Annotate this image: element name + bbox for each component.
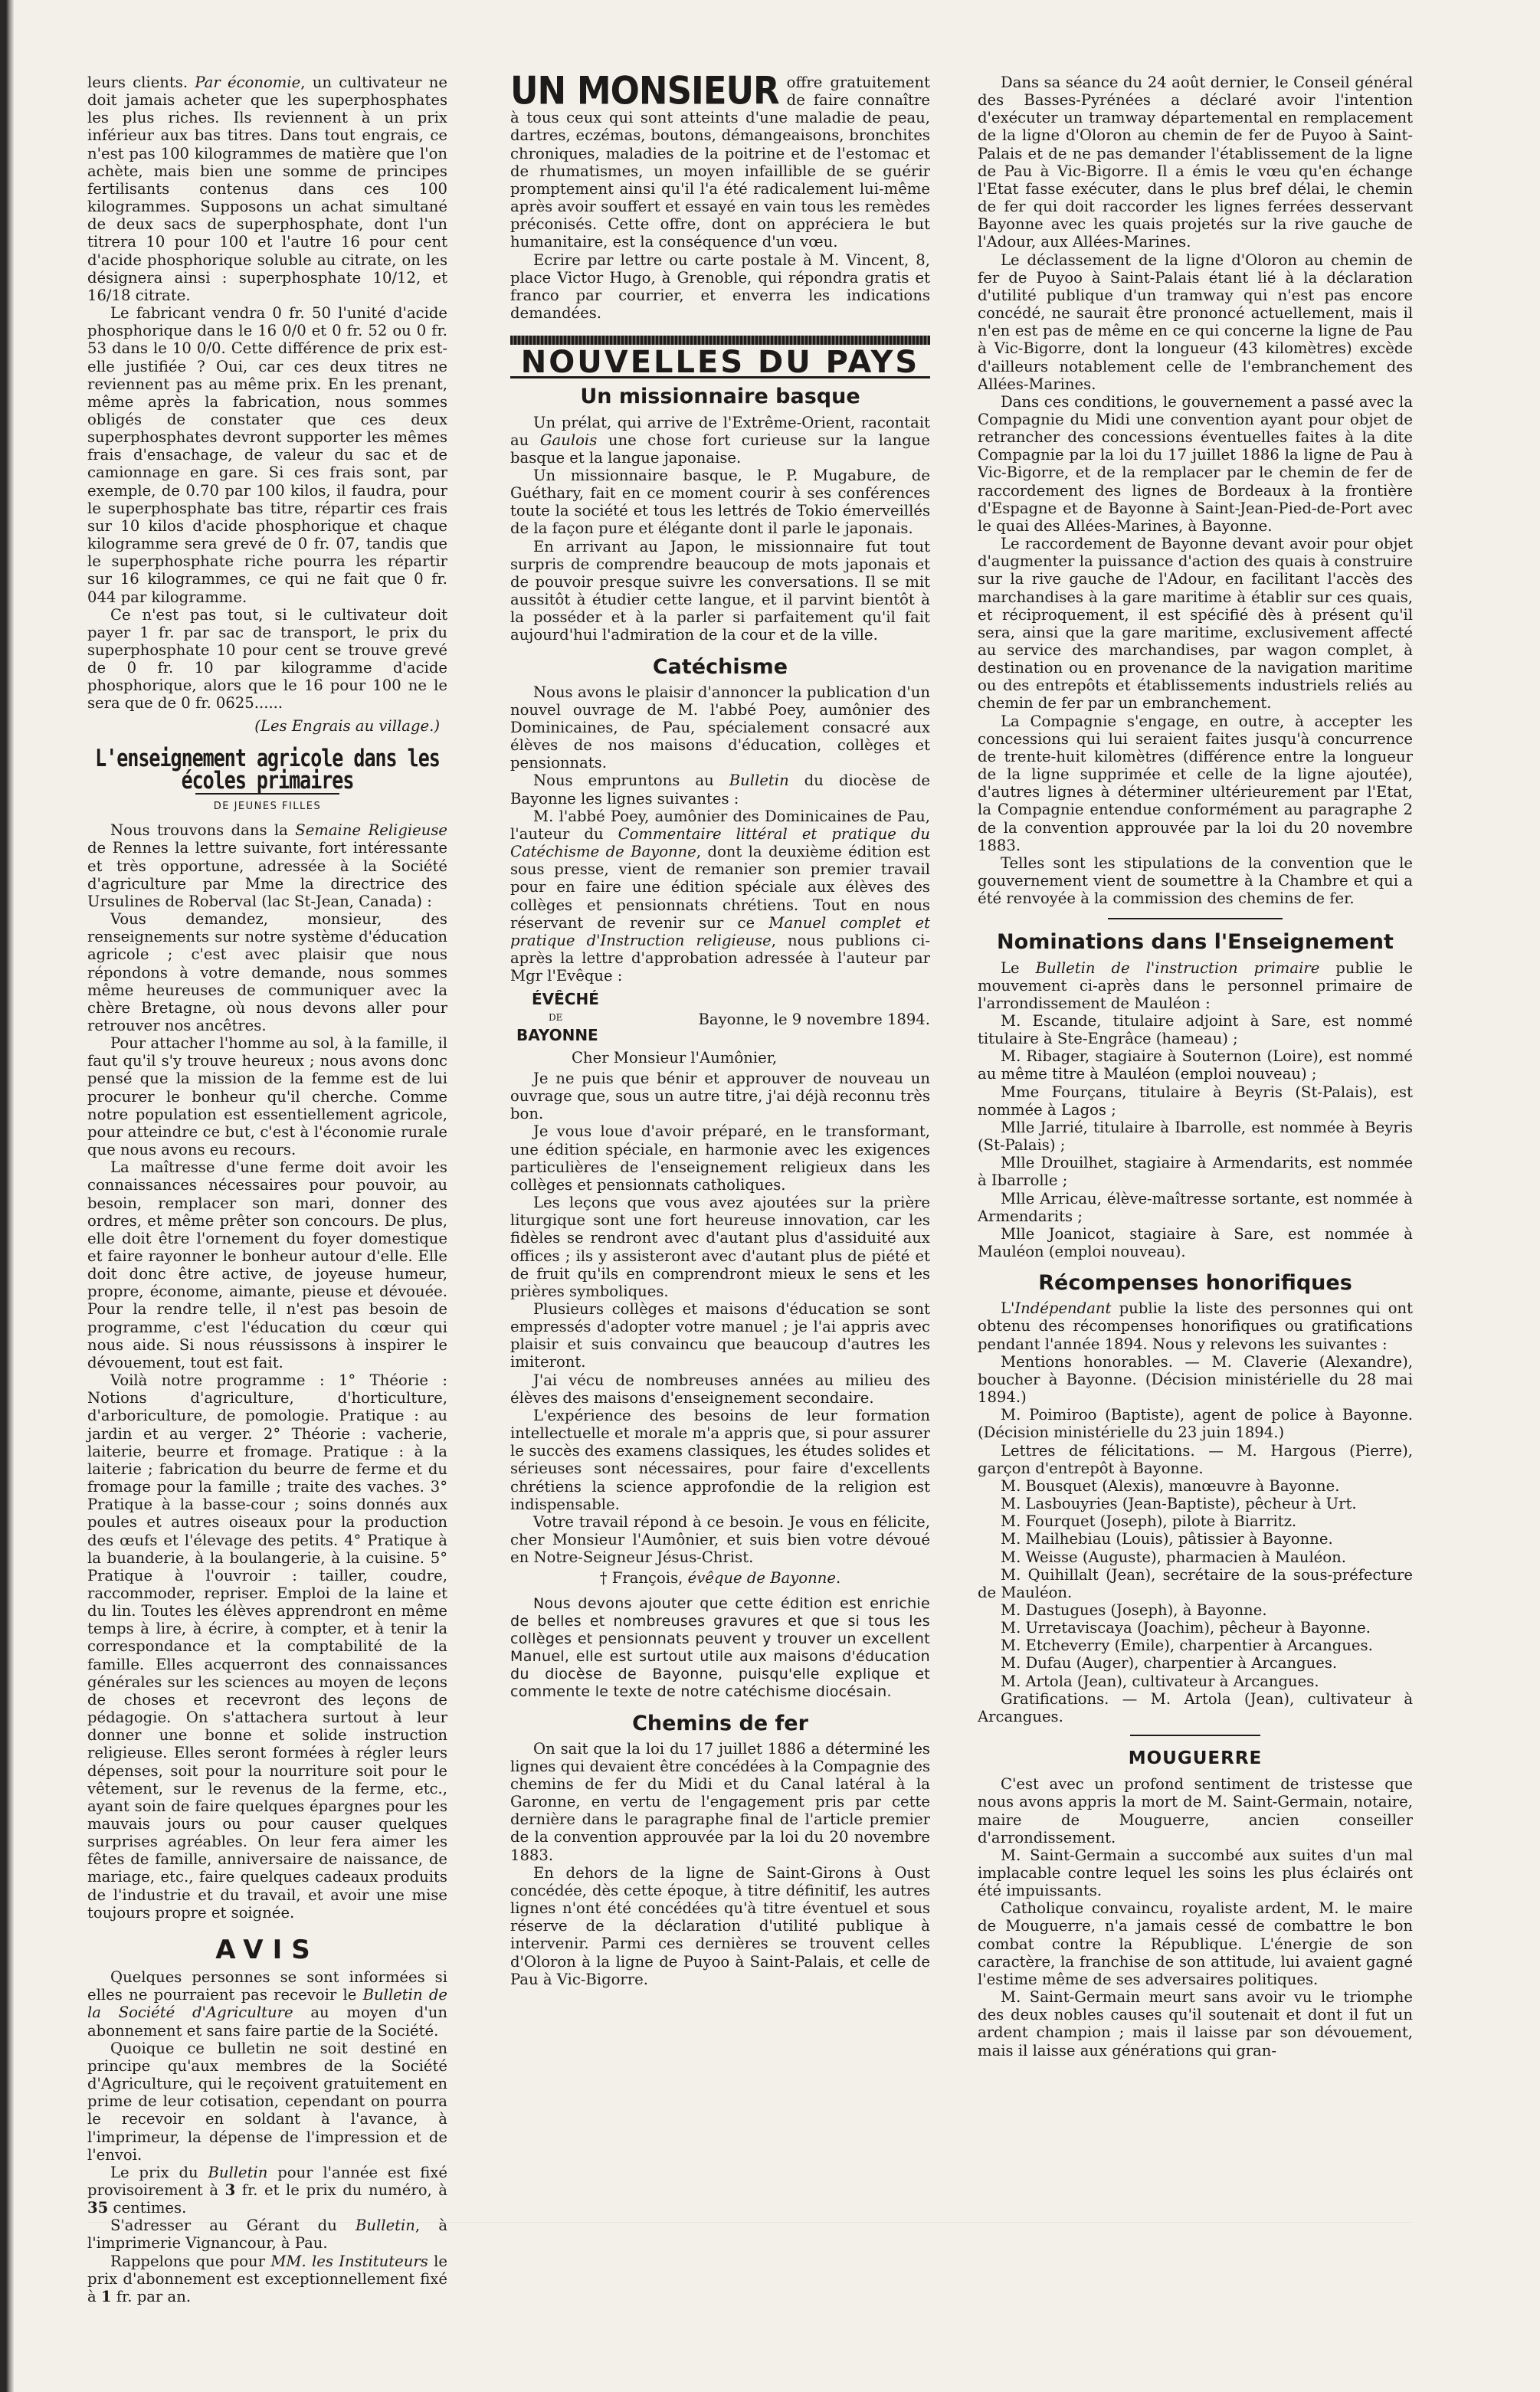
notice-paragraph: Rappelons que pour MM. les Instituteurs le prix d'abonnement est exceptionnellement fixé à 1 fr. par an.	[87, 2252, 447, 2305]
headline-avis: AVIS	[215, 1934, 319, 1965]
list-item: M. Quihillalt (Jean), secrétaire de la sous-préfecture de Mauléon.	[978, 1565, 1413, 1601]
list-item: Mentions honorables. — M. Claverie (Alexandre), boucher à Bayonne. (Décision ministérielle du 28 mai 1894.)	[978, 1352, 1413, 1407]
article-paragraph: Catholique convaincu, royaliste ardent, M. le maire de Mouguerre, n'a jamais cessé de combattre le bon combat contre la République. L'énergie de son caractère, la franchise de son attitude, lui avaient gagné l'estime même de ses adversaires politiques.	[978, 1899, 1413, 1988]
article-paragraph: leurs clients. Par économie, un cultivateur ne doit jamais acheter que les superphosphates les plus riches. Ils reviennent à un prix inférieur aux bas titres. Dans tout engrais, ce n'est pas 100 kilogrammes de matière que l'on achète, mais bien une somme de principes fertilisants contenus dans ces 100 kilogrammes. Supposons un achat simultané de deux sacs de superphosphate, dont l'un titrera 10 pour 100 et l'autre 16 pour cent d'acide phosphorique soluble au citrate, on les désignera ainsi : superphosphate 10/12, et 16/18 citrate.	[87, 74, 447, 304]
article-paragraph: Le Bulletin de l'instruction primaire publie le mouvement ci-après dans le personnel primaire de l'arrondissement de Mauléon :	[978, 958, 1413, 1012]
list-item: Mlle Joanicot, stagiaire à Sare, est nommée à Mauléon (emploi nouveau).	[978, 1224, 1413, 1260]
article-paragraph: Dans sa séance du 24 août dernier, le Conseil général des Basses-Pyrénées a déclaré avoir l'intention d'exécuter un tramway départemental en remplacement de la ligne d'Oloron au chemin de fer de Puyoo à Saint-Palais et de ne pas demander l'établissement de la ligne de Pau à Vic-Bigorre. Il a émis le vœu qu'en échange l'Etat fasse exécuter, dans le plus bref délai, le chemin de fer qui doit raccorder les lignes ferrées desservant Bayonne avec les quais projetés sur la rive gauche de l'Adour, aux Allées-Marines.	[978, 74, 1413, 251]
article-source: (Les Engrais au village.)	[254, 716, 440, 735]
list-item: M. Lasbouyries (Jean-Baptiste), pêcheur à Urt.	[1001, 1495, 1357, 1513]
article-paragraph: Pour attacher l'homme au sol, à la famille, il faut qu'il s'y trouve heureux ; nous avons donc pensé que la mission de la femme est de lui procurer le bonheur qu'il cherche. Comme notre population est essentiellement agricole, pour atteindre ce but, c'est à l'économie rurale que nous avons eu recours.	[87, 1034, 447, 1159]
advert-un-monsieur	[510, 68, 930, 323]
headline-agricultural-teaching: L'enseignement agricole dans les écoles primaires	[95, 744, 440, 795]
article-paragraph: M. Saint-Germain a succombé aux suites d'un mal implacable contre lequel les soins les plus éclairés ont été impuissants.	[978, 1846, 1413, 1900]
headline-missionnaire: Un missionnaire basque	[580, 385, 860, 409]
letter-header	[510, 991, 930, 1044]
article-paragraph: Dans ces conditions, le gouvernement a passé avec la Compagnie du Midi une convention ayant pour objet de retrancher des concessions éventuelles faites à la dite Compagnie par la loi du 17 juillet 1886 la ligne de Pau à Vic-Bigorre, et de la remplacer par le chemin de fer de raccordement des lignes de Bordeaux à la frontière d'Espagne et de Bayonne à Saint-Jean-Pied-de-Port avec le quai des Allées-Marines, à Bayonne.	[978, 392, 1413, 535]
article-paragraph: La Compagnie s'engage, en outre, à accepter les concessions qui lui seraient faites jusqu'à concurrence de trente-huit kilomètres (différence entre la longueur de la ligne supprimée et celle de la ligne ajoutée), d'autres lignes à déterminer ultérieurement par l'Etat, la Compagnie entendue conformément au paragraphe 2 de la convention approuvée par la loi du 20 novembre 1883.	[978, 712, 1413, 854]
letter-date: Bayonne, le 9 novembre 1894.	[698, 1011, 930, 1029]
list-item: M. Weisse (Auguste), pharmacien à Mauléon.	[1001, 1548, 1346, 1566]
column-left	[87, 74, 448, 2305]
article-paragraph: Ce n'est pas tout, si le cultivateur doit payer 1 fr. par sac de transport, le prix du superphosphate 10 pour cent se trouve grevé de 0 fr. 10 par kilogramme d'acide phosphorique, alors que le 16 pour 100 ne le sera que de 0 fr. 0625......	[87, 605, 447, 713]
article-paragraph: Nous empruntons au Bulletin du diocèse de Bayonne les lignes suivantes :	[510, 772, 930, 808]
ornamental-bar	[510, 336, 930, 345]
letter-paragraph: Les leçons que vous avez ajoutées sur la prière liturgique sont une fort heureuse innovation, car les fidèles se rendront avec d'autant plus d'assiduité aux offices ; ils y assisteront avec d'autant plus de piété et de fruit qu'ils en comprendront mieux le sens et les prières symboliques.	[510, 1194, 930, 1300]
article-paragraph: En arrivant au Japon, le missionnaire fut tout surpris de comprendre beaucoup de mots japonais et de pouvoir presque suivre les conversations. Il se mit aussitôt à étudier cette langue, et il parvint bientôt à la posséder et à la parler si parfaitement qu'il fait aujourd'hui l'admiration de la cour et de la ville.	[510, 537, 930, 644]
fertilizer-article	[87, 74, 447, 735]
notice-paragraph: Quoique ce bulletin ne soit destiné en principe qu'aux membres de la Société d'Agriculture, qui le reçoivent gratuitement en prime de leur cotisation, cependant on pourra le recevoir en soldant à l'avance, à l'imprimeur, la dépense de l'impression et de l'envoi.	[87, 2039, 447, 2164]
advert-address: Ecrire par lettre ou carte postale à M. Vincent, 8, place Victor Hugo, à Grenoble, qui répondra gratis et franco par courrier, et enverra les indications demandées.	[510, 251, 930, 323]
list-item: M. Bousquet (Alexis), manœuvre à Bayonne.	[1001, 1476, 1340, 1495]
article-paragraph: Le raccordement de Bayonne devant avoir pour objet d'augmenter la puissance d'action des quais à construire sur la rive gauche de l'Adour, en facilitant l'accès des marchandises à la gare maritime à établir sur ces quais, et réciproquement, il est spécifié dès à présent qu'il sera, ainsi que la gare maritime, exclusivement affecté au service des marchandises, par wagon complet, à destination ou en provenance de la navigation maritime ou des entrepôts et établissements industriels reliés au chemin de fer par un embranchement.	[978, 535, 1413, 713]
letter-paragraph: J'ai vécu de nombreuses années au milieu des élèves des maisons d'enseignement secondaire.	[510, 1371, 930, 1407]
article-paragraph: M. Saint-Germain meurt sans avoir vu le triomphe des deux nobles causes qu'il soutenait et dont il fut un ardent champion ; mais il laisse par son dévouement, mais il laisse aux générations qui gran-	[978, 1988, 1413, 2059]
letter-paragraph: Je vous loue d'avoir préparé, en le transformant, une édition spéciale, en harmonie avec les exigences particulières de l'enseignement religieux dans les collèges et pensionnats catholiques.	[510, 1122, 930, 1194]
headline-chemins-de-fer: Chemins de fer	[632, 1711, 808, 1735]
letter-paragraph: Votre travail répond à ce besoin. Je vous en félicite, cher Monsieur l'Aumônier, et suis bien votre dévoué en Notre-Seigneur Jésus-Christ.	[510, 1512, 930, 1567]
article-paragraph: Un missionnaire basque, le P. Mugabure, de Guéthary, fait en ce moment courir à ses conférences toute la société et tous les lettrés de Tokio émerveillés de la façon pure et élégante dont il parle le japonais.	[510, 466, 930, 538]
list-item: M. Urretaviscaya (Joachim), pêcheur à Bayonne.	[1001, 1619, 1371, 1637]
article-paragraph: En dehors de la ligne de Saint-Girons à Oust concédée, dès cette époque, à titre définitif, les autres lignes n'ont été concédées qu'à titre éventuel et sous réserve de la déclaration d'utilité publique à intervenir. Parmi ces dernières se trouvent celles d'Oloron à la ligne de Puyoo à Saint-Palais, et celle de Pau à Vic-Bigorre.	[510, 1863, 930, 1988]
list-item: M. Etcheverry (Emile), charpentier à Arcangues.	[1001, 1637, 1373, 1655]
list-item: M. Dufau (Auger), charpentier à Arcangues.	[1001, 1654, 1338, 1673]
page-binding-edge	[0, 0, 14, 2392]
notice-paragraph: Quelques personnes se sont informées si elles ne pourraient pas recevoir le Bulletin de la Société d'Agriculture au moyen d'un abonnement et sans faire partie de la Société.	[87, 1968, 447, 2040]
list-item: M. Dastugues (Joseph), à Bayonne.	[1001, 1601, 1267, 1619]
article-paragraph: On sait que la loi du 17 juillet 1886 a déterminé les lignes qui devaient être concédées à la Compagnie des chemins de fer du Midi et du Canal latéral à la Garonne, en vertu de l'engagement pris par cette dernière dans le paragraphe final de l'article premier de la convention approuvée par la loi du 20 novembre 1883.	[510, 1739, 930, 1864]
headline-nouvelles: NOUVELLES DU PAYS	[510, 354, 930, 378]
letter-paragraph: Je ne puis que bénir et approuver de nouveau un ouvrage que, sous un autre titre, j'ai déjà reconnu très bon.	[510, 1069, 930, 1123]
headline-recompenses: Récompenses honorifiques	[1038, 1271, 1352, 1296]
list-item: M. Poimiroo (Baptiste), agent de police à Bayonne. (Décision ministérielle du 23 juin 1894.)	[978, 1406, 1413, 1442]
article-paragraph: Voilà notre programme : 1° Théorie : Notions d'agriculture, d'horticulture, d'arboriculture, de pomologie. Pratique : au jardin et au verger. 2° Théorie : vacherie, laiterie, beurre et fromage. Pratique : à la laiterie ; fabrication du beurre de ferme et du fromage pour la famille ; traite des vaches. 3° Pratique à la basse-cour ; soins donnés aux poules et autres oiseaux pour la production des œufs et l'élevage des petits. 4° Pratique à la buanderie, à la boulangerie, à la cuisine. 5° Pratique à l'ouvroir : tailler, coudre, raccommoder, repriser. Emploi de la laine et du lin. Toutes les élèves apprendront en même temps à lire, à écrire, à compter, et à tenir la correspondance et la comptabilité de la famille. Elles acquerront des connaissances générales sur les sciences au moyen de leçons de choses et recevront des leçons de pédagogie. On s'attachera surtout à leur donner une bonne et solide instruction religieuse. Elles seront formées à régler leurs dépenses, soit pour la nourriture soit pour le vêtement, sur le revenus de la ferme, etc., ayant soin de faire quelques épargnes pour les mauvais jours ou pour causer quelques surprises agréables. On leur fera aimer les fêtes de famille, anniversaire de naissance, de mariage, etc., faire quelques cadeaux produits de l'industrie et du travail, et avoir une mise toujours propre et soignée.	[87, 1371, 447, 1922]
article-paragraph: Telles sont les stipulations de la convention que le gouvernement vient de soumettre à la Chambre et qui a été renvoyée à la commission des chemins de fer.	[978, 854, 1413, 908]
list-item: M. Artola (Jean), cultivateur à Arcangues.	[1001, 1672, 1319, 1690]
headline-mouguerre: MOUGUERRE	[1128, 1748, 1263, 1769]
letter-signature: † François, évêque de Bayonne.	[599, 1569, 841, 1588]
article-paragraph: La maîtresse d'une ferme doit avoir les connaissances nécessaires pour pouvoir, au besoin, remplacer son mari, donner des ordres, et même prêter son concours. De plus, elle doit être l'ornement du foyer domestique et faire rayonner le bonheur autour d'elle. Elle doit donc être active, de joyeuse humeur, propre, économe, aimante, pieuse et dévouée. Pour la rendre telle, il n'est pas besoin de programme, c'est l'éducation du cœur qui nous aide. Si nous réussissons à inspirer le dévouement, tout est fait.	[87, 1158, 447, 1371]
divider	[1130, 1735, 1260, 1736]
article-paragraph: L'Indépendant publie la liste des personnes qui ont obtenu des récompenses honorifiques ou gratifications pendant l'année 1894. Nous y relevons les suivantes :	[978, 1299, 1413, 1353]
letter-paragraph: Plusieurs collèges et maisons d'éducation se sont empressés d'adopter votre manuel ; je l'ai appris avec plaisir et suis convaincu que beaucoup d'autres les imiteront.	[510, 1300, 930, 1371]
article-paragraph: Le déclassement de la ligne d'Oloron au chemin de fer de Puyoo à Saint-Palais étant lié à la déclaration d'utilité publique d'un tramway qui n'est pas encore concédé, ne saurait être prononcé actuellement, mais il n'en est pas de même en ce qui concerne la ligne de Pau à Vic-Bigorre, dont la longueur (43 kilomètres) excède d'ailleurs notablement celle de l'embranchement des Allées-Marines.	[978, 251, 1413, 393]
article-paragraph: Nous avons le plaisir d'annoncer la publication d'un nouvel ouvrage de M. l'abbé Poey, aumônier des Dominicaines, de Pau, spécialement consacré aux élèves de nos maisons d'éducation, collèges et pensionnats.	[510, 683, 930, 772]
agricultural-teaching-article	[87, 821, 447, 1922]
article-paragraph: Un prélat, qui arrive de l'Extrême-Orient, racontait au Gaulois une chose fort curieuse sur la langue basque et la langue japonaise.	[510, 413, 930, 467]
column-middle	[510, 68, 931, 2249]
eveche-label: ÉVÊCHÉ	[532, 990, 599, 1009]
catechism-closing: Nous devons ajouter que cette édition est enrichie de belles et nombreuses gravures et que si tous les collèges et pensionnats peuvent y trouver un excellent Manuel, elle est surtout utile aux maisons d'éducation du diocèse de Bayonne, puisqu'elle explique et commente le texte de notre catéchisme diocésain.	[510, 1594, 930, 1700]
list-item: Gratifications. — M. Artola (Jean), cultivateur à Arcangues.	[978, 1689, 1413, 1725]
list-item: Mme Fourçans, titulaire à Beyris (St-Palais), est nommée à Lagos ;	[978, 1083, 1413, 1119]
notice-paragraph: S'adresser au Gérant du Bulletin, à l'imprimerie Vignancour, à Pau.	[87, 2217, 448, 2253]
bayonne-label: BAYONNE	[516, 1025, 598, 1044]
column-right	[978, 74, 1413, 2219]
list-item: Mlle Arricau, élève-maîtresse sortante, est nommée à Armendarits ;	[978, 1189, 1413, 1225]
advert-title: UN MONSIEUR	[510, 68, 779, 113]
list-item: M. Ribager, stagiaire à Souternon (Loire), est nommé au même titre à Mauléon (emploi nouveau) ;	[978, 1047, 1413, 1083]
letter-paragraph: L'expérience des besoins de leur formation intellectuelle et morale m'a appris que, si pour assurer le succès des examens classiques, les études solides et sérieuses sont nécessaires, pour faire d'excellents chrétiens la science approfondie de la religion est indispensable.	[510, 1406, 930, 1513]
letter-origin	[510, 991, 599, 1044]
list-item: M. Fourquet (Joseph), pilote à Biarritz.	[1001, 1512, 1297, 1531]
list-item: M. Mailhebiau (Louis), pâtissier à Bayonne.	[1001, 1530, 1333, 1548]
article-paragraph: Nous trouvons dans la Semaine Religieuse de Rennes la lettre suivante, fort intéressante et très opportune, adressée à la Société d'agriculture par Mme la directrice des Ursulines de Roberval (lac St-Jean, Canada) :	[87, 821, 448, 910]
divider	[1108, 918, 1282, 919]
list-item: Mlle Jarrié, titulaire à Ibarrolle, est nommée à Beyris (St-Palais) ;	[978, 1118, 1413, 1155]
article-paragraph: C'est avec un profond sentiment de tristesse que nous avons appris la mort de M. Saint-Germain, notaire, maire de Mouguerre, ancien conseiller d'arrondissement.	[978, 1775, 1413, 1846]
notice-paragraph: Le prix du Bulletin pour l'année est fixé provisoirement à 3 fr. et le prix du numéro, à 35 centimes.	[87, 2163, 447, 2217]
headline-catechisme: Catéchisme	[652, 654, 788, 679]
de-label: DE	[549, 1011, 563, 1023]
article-paragraph: Vous demandez, monsieur, des renseignements sur notre système d'éducation agricole ; c'est avec plaisir que nous répondons à votre demande, nous sommes même heureuses de communiquer avec la chère Bretagne, où nous devons aller pour retrouver nos ancêtres.	[87, 910, 447, 1034]
list-item: Mlle Drouilhet, stagiaire à Armendarits, est nommée à Ibarrolle ;	[978, 1154, 1413, 1190]
list-item: Lettres de félicitations. — M. Hargous (Pierre), garçon d'entrepôt à Bayonne.	[978, 1441, 1413, 1477]
advert-text: offre gratuitement de faire connaître à tous ceux qui sont atteints d'une maladie de peau, dartres, eczémas, boutons, démangeaisons, bronchites chroniques, maladies de la poitrine et de l'estomac et de rhumatismes, un moyen infaillible de se guérir promptement ainsi qu'il l'a été radicalement lui-même après avoir souffert et essayé en vain tous les remèdes préconisés. Cette offre, dont on appréciera le but humanitaire, est la conséquence d'un vœu.	[510, 74, 930, 251]
headline-nominations: Nominations dans l'Enseignement	[997, 930, 1394, 955]
subheadline: DE JEUNES FILLES	[213, 801, 322, 813]
letter-salutation: Cher Monsieur l'Aumônier,	[572, 1048, 778, 1067]
list-item: M. Escande, titulaire adjoint à Sare, est nommé titulaire à Ste-Engrâce (hameau) ;	[978, 1011, 1413, 1048]
bleed-through-footer	[87, 2222, 1413, 2284]
article-paragraph: M. l'abbé Poey, aumônier des Dominicaines de Pau, l'auteur du Commentaire littéral et pratique du Catéchisme de Bayonne, dont la deuxième édition est sous presse, vient de remanier son premier travail pour en faire une édition spéciale aux élèves des collèges et pensionnats chrétiens. Tout en nous réservant de revenir sur ce Manuel complet et pratique d'Instruction religieuse, nous publions ci-après la lettre d'approbation adressée à l'auteur par Mgr l'Evêque :	[510, 807, 931, 985]
article-paragraph: Le fabricant vendra 0 fr. 50 l'unité d'acide phosphorique dans le 16 0/0 et 0 fr. 52 ou 0 fr. 53 dans le 10 0/0. Cette différence de prix est-elle justifiée ? Oui, car ces deux titres ne reviennent pas au même prix. En les prenant, même après la fabrication, nous sommes obligés de constater que ces deux superphosphates devront supporter les mêmes frais d'ensachage, de valeur du sac et de camionnage en gare. Si ces frais sont, par exemple, de 0.70 par 100 kilos, il faudra, pour le superphosphate bas titre, répartir ces frais sur 10 kilos d'acide phosphorique et chaque kilogramme sera grevé de 0 fr. 07, tandis que le superphosphate riche pourra les répartir sur 16 kilogrammes, ce qui ne fait que 0 fr. 044 par kilogramme.	[87, 304, 447, 606]
